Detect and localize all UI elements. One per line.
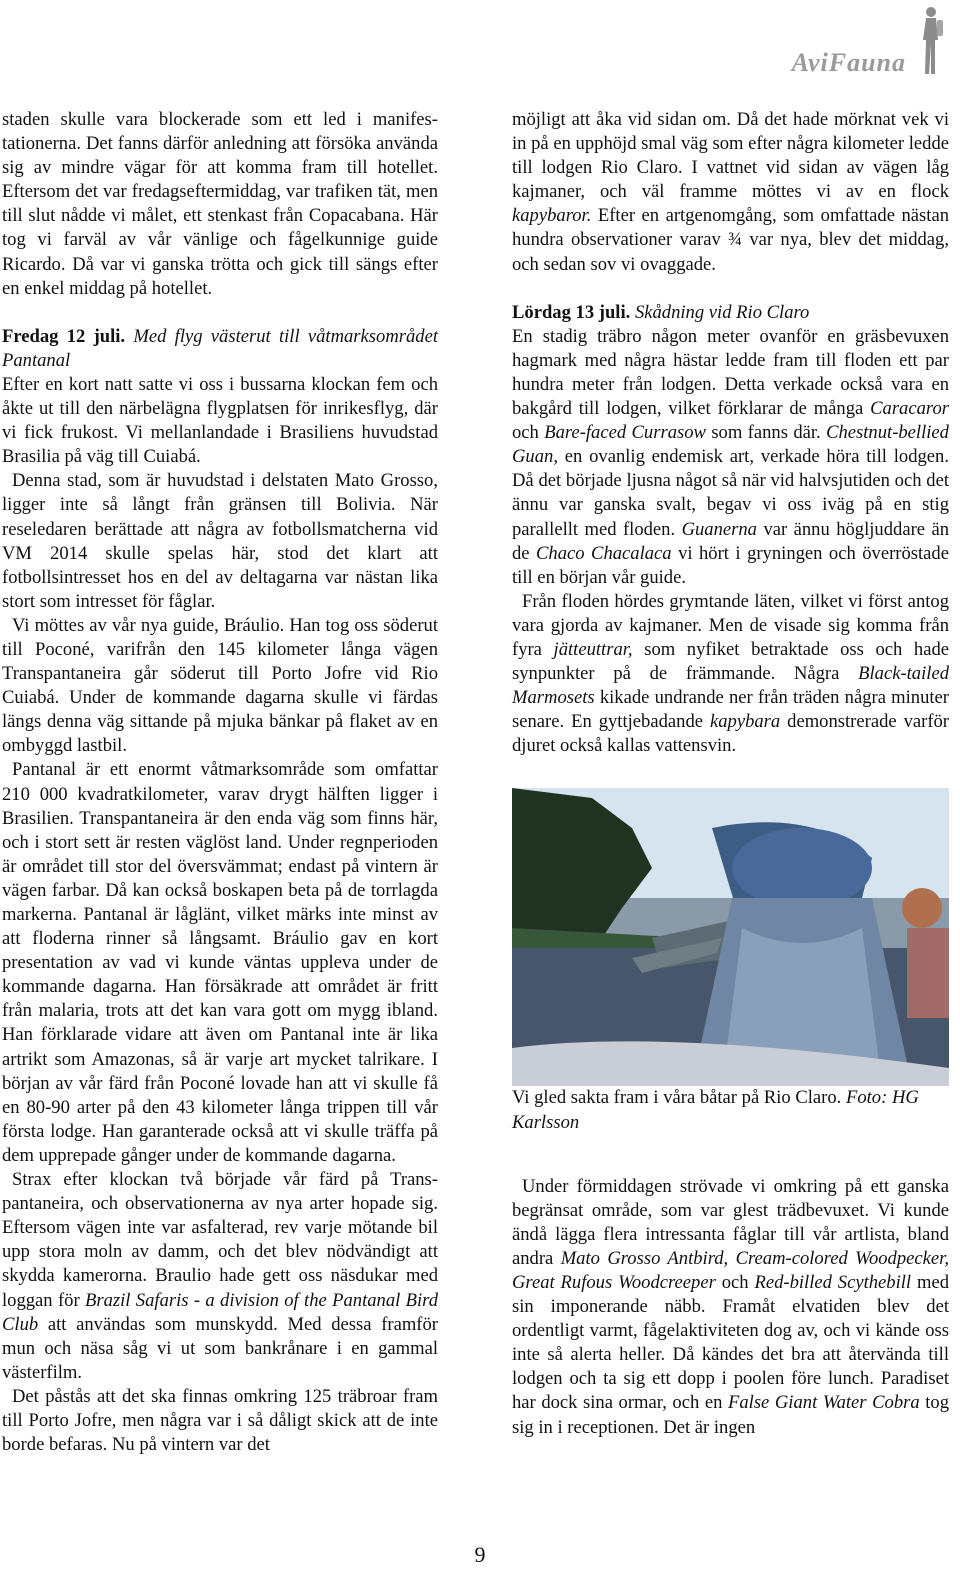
paragraph: Det påstås att det ska finnas omkring 125 träbroar fram till Porto Jofre, men några var i så dåligt skick att de inte borde befaras. Nu på vintern var det [2,1385,438,1456]
photo-scene [512,788,949,1086]
logo-text: AviFauna [791,48,906,77]
section-heading [2,325,438,373]
paragraph: Efter en kort natt satte vi oss i bussarna klockan fem och åkte ut till den närbelägna flygplatsen för inrikesflyg, där vi fick frukost. Vi mellanlandade i Brasiliens huvudstad Brasilia på väg till Cuiabá. [2,373,438,468]
boat-photo [512,788,949,1086]
hiker-figure-icon [916,4,946,78]
paragraph: staden skulle vara blockerade som ett led i manifestationerna. Det fanns därför anledning att försöka använda sig av mindre vägar för att komma fram till hotellet. Eftersom det var fredagseftermiddag, var trafiken tät, men till slut nådde vi målet, ett stenkast från Copacabana. Här tog vi farväl av vår vänlige och fågelkunnige guide Ricardo. Då var vi ganska trötta och gick till sängs efter en enkel middag på hotellet. [2,109,438,299]
section-heading [512,301,949,325]
paragraph: Pantanal är ett enormt våtmarksområde som omfattar 210 000 kvadratkilometer, varav drygt hälften ligger i Brasilien. Transpantaneira är den enda väg som finns här, och i stort sett är resten väglöst land. Under regnperioden är området till stor del översvämmat; endast på vintern är vägen farbar. Då kan också boskapen beta på de torrlagda markerna. Pantanal är låglänt, vilket märks inte minst av att floderna rinner så långsamt. Bráulio gav en kort presentation av vad vi kunde väntas uppleva under de kommande dagarna. Han försäkrade att området är fritt från malaria, trots att det kan vara gott om mygg ibland. Han förklarade vidare att även om Pantanal inte är lika artrikt som Amazonas, så är varje art mycket talrikare. I början av vår färd från Poconé lovade han att vi skulle få en 80-90 arter på den 43 kilometer långa trippen till vår första lodge. Han garanterade också att vi skulle träffa på dem upprepade gånger under de kommande dagarna. [2,759,438,1166]
paragraph: Strax efter klockan två började vår färd på Transpantaneira, och observationerna av nya arter hopade sig. Eftersom vägen inte var asfalterad, rev varje mötande bil upp stora moln av damm, och det blev nödvändigt att skydda kamerorna. Braulio hade gett oss näsdukar med loggan för Brazil Safaris - a division of the Pantanal Bird Club att användas som munskydd. Med dessa framför mun och näsa såg vi ut som bankrånare i en gammal västerfilm. [2,1169,439,1383]
photo-credit: Foto: HG Karlsson [512,1087,919,1133]
page-number: 9 [474,1542,486,1567]
heading-title: Med flyg västerut till våtmarksområdet Pantanal [2,325,439,371]
photo-caption: Vi gled sakta fram i våra båtar på Rio Claro. Foto: HG Karlsson [512,1087,919,1133]
paragraph: Denna stad, som är huvudstad i delstaten Mato Grosso, ligger inte så långt från gränsen till Bolivia. När reseledaren berättade att några av fotbollsmatcherna vid VM 2014 skulle spelas här, stod det klart att fotbollsintresset hos en del av deltagarna var nästan lika stort som intresset för fåglar. [2,470,438,612]
heading-day: Fredag 12 juli. [2,325,126,347]
heading-day: Lördag 13 juli. [512,301,631,323]
avifauna-logo [746,4,946,78]
paragraph: Vi möttes av vår nya guide, Bráulio. Han tog oss söderut till Poconé, varifrån den 145 kilometer långa vägen Transpantaneira går söderut till Porto Jofre vid Rio Cuiabá. Under de kommande dagarna skulle vi färdas längs denna väg sittande på mjuka bänkar på flaket av en ombyggd lastbil. [2,614,438,757]
right-column [512,108,949,1440]
italic-text: Brazil Safaris - a division of the Pantanal Bird Club [2,1289,439,1335]
heading-title: Skådning vid Rio Claro [634,301,810,323]
paragraph: Från floden hördes grymtande läten, vilket vi först antog vara gjorda av kajmaner. Men de visade sig komma från fyra jätteuttrar, som nyfiket betraktade oss och hade synpunkter på de främmande. Några Black-tailed Marmosets kikade undrande ner från träden några minuter senare. En gyttjebadande kapybara demonstrerade varför djuret också kallas vattensvin. [512,590,950,757]
paragraph: möjligt att åka vid sidan om. Då det hade mörknat vek vi in på en upphöjd smal väg som efter några kilometer ledde till lodgen Rio Claro. I vattnet vid sidan av vägen låg kajmaner, och väl framme möttes vi av en flock kapybaror. Efter en artgenomgång, som omfattade nästan hundra observationer varav ¾ var nya, blev det middag, och sedan sov vi ovaggade. [512,109,949,275]
paragraph: En stadig träbro någon meter ovanför en gräsbevuxen hagmark med några hästar ledde fram till floden ett par hundra meter från lodgen. Detta verkade också vara en bakgård till lodgen, vilket förklarar de många Caracaror och Bare-faced Currasow som fanns där. Chestnut-bellied Guan, en ovanlig endemisk art, verkade höra till lodgen. Då det började ljusna något så när vid halvsjutiden och det ännu var ganska svalt, begav vi oss iväg på en stig parallellt med floden. Guanerna var ännu högljuddare än de Chaco Chacalaca vi hört i gryningen och överröstade till en början vår guide. [512,325,949,588]
left-column [2,108,438,1457]
paragraph: Under förmiddagen strövade vi omkring på ett ganska begränsat område, som var glest trädbevuxet. Vi kunde ändå lägga flera intressanta fåglar till vår artlista, bland andra Mato Grosso Antbird, Cream-colored Woodpecker, Great Rufous Woodcreeper och Red-billed Scythebill med sin imponerande näbb. Framåt elvatiden blev det ordentligt varmt, fågelaktiviteten dog av, och vi kände oss inte så alerta heller. Då kändes det bra att återvända till lodgen och ta sig ett dopp i poolen före lunch. Paradiset har dock sina ormar, och en False Giant Water Cobra tog sig in i receptionen. Det är ingen [512,1175,949,1438]
